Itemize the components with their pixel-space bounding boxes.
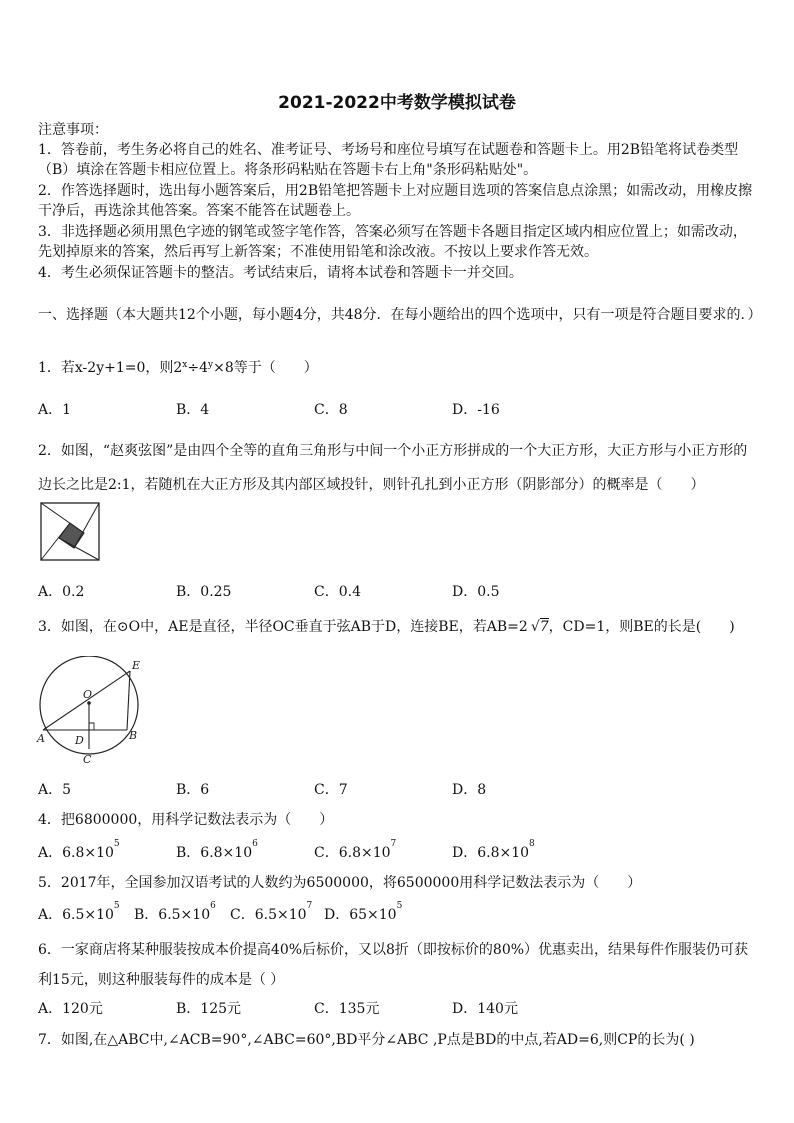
- option-a[interactable]: A．1: [38, 402, 72, 418]
- question-6-stem: 6．一家商店将某种服装按成本价提高40%后标价，又以8折（即按标价的80%）优惠卖出，结果每件作服装仍可获利15元，则这种服装每件的成本是（ ）: [38, 942, 749, 988]
- label-e: E: [132, 659, 141, 672]
- option-a[interactable]: A．120元: [38, 1001, 103, 1017]
- option-c[interactable]: C．135元: [314, 1001, 380, 1017]
- option-c[interactable]: C．$6.5\times 10^7$: [230, 901, 313, 923]
- option-b[interactable]: B．$6.8\times 10^6$: [176, 839, 258, 861]
- page-title: 2021-2022中考数学模拟试卷: [278, 93, 516, 113]
- notice-heading: 注意事项：: [38, 122, 108, 138]
- notice-item-3: 3．非选择题必须用黑色字迹的钢笔或签字笔作答，答案必须写在答题卡各题目指定区域内相应位置上；如需改动，先划掉原来的答案，然后再写上新答案；不准使用铅笔和涂改液。不按以上要求作答无效。: [38, 224, 747, 260]
- notice-item-4: 4．考生必须保证答题卡的整洁。考试结束后，请将本试卷和答题卡一并交回。: [38, 265, 523, 281]
- question-7-stem: 7．如图,在△ABC中,∠ACB=90°,∠ABC=60°,BD平分∠ABC ,P点是BD的中点,若AD=6,则CP的长为( ): [38, 1032, 695, 1048]
- question-1-options: [38, 399, 760, 419]
- option-a[interactable]: A．0.2: [38, 584, 85, 600]
- zhao-shuang-figure: [40, 502, 101, 562]
- option-d[interactable]: D．$65\times 10^5$: [324, 901, 403, 923]
- circle-figure: [34, 656, 146, 768]
- option-b[interactable]: B．$6.5\times 10^6$: [134, 901, 216, 923]
- option-b[interactable]: B．6: [176, 782, 210, 798]
- label-o: O: [83, 688, 93, 701]
- option-a[interactable]: A．$6.5\times 10^5$: [38, 901, 120, 923]
- option-d[interactable]: D．$6.8\times 10^8$: [452, 839, 535, 861]
- question-6-options: [38, 998, 760, 1018]
- sqrt-sign: √: [530, 619, 540, 635]
- notice-item-2: 2．作答选择题时，选出每小题答案后，用2B铅笔把答题卡上对应题目选项的答案信息点涂黑；如需改动，用橡皮擦干净后，再选涂其他答案。答案不能答在试题卷上。: [38, 183, 753, 219]
- question-1-stem: 1．若x-2y+1=0，则$2^x\div 4^y\times 8$等于（ ）: [38, 360, 318, 376]
- question-2-options: [38, 581, 760, 601]
- option-d[interactable]: D．140元: [452, 1001, 518, 1017]
- option-c[interactable]: C．$6.8\times 10^7$: [314, 839, 397, 861]
- option-c[interactable]: C．7: [314, 782, 348, 798]
- question-5-stem: 5．2017年，全国参加汉语考试的人数约为6500000，将6500000用科学记数法表示为（ ）: [38, 875, 642, 891]
- question-3-options: [38, 779, 760, 799]
- option-a[interactable]: A．5: [38, 782, 72, 798]
- option-d[interactable]: D．-16: [452, 402, 500, 418]
- question-2-stem: 2．如图，“赵爽弦图”是由四个全等的直角三角形与中间一个小正方形拼成的一个大正方形，大正方形与小正方形的边长之比是2:1，若随机在大正方形及其内部区域投针，则针孔扎到小正方形（阴影部分）的概率是（ ）: [38, 443, 748, 493]
- option-c[interactable]: C．8: [314, 402, 348, 418]
- label-c: C: [83, 753, 92, 766]
- option-b[interactable]: B．0.25: [176, 584, 232, 600]
- notice-item-1: 1．答卷前，考生务必将自己的姓名、准考证号、考场号和座位号填写在试题卷和答题卡上。用2B铅笔将试卷类型（B）填涂在答题卡相应位置上。将条形码粘贴在答题卡右上角"条形码粘贴处"。: [38, 142, 739, 178]
- label-a: A: [37, 732, 45, 745]
- question-3-stem: 3．如图，在⊙O中，AE是直径，半径OC垂直于弦AB于D，连接BE，若AB=2 √7，CD=1，则BE的长是( ): [38, 619, 735, 635]
- option-b[interactable]: B．125元: [176, 1001, 242, 1017]
- option-b[interactable]: B．4: [176, 402, 210, 418]
- question-4-options: [38, 839, 760, 862]
- option-a[interactable]: A．$6.8\times 10^5$: [38, 839, 120, 861]
- section-heading: 一、选择题（本大题共12个小题，每小题4分，共48分．在每小题给出的四个选项中，只有一项是符合题目要求的．）: [38, 307, 762, 323]
- option-d[interactable]: D．0.5: [452, 584, 500, 600]
- label-b: B: [129, 729, 138, 742]
- sqrt-radicand: 7: [539, 619, 549, 635]
- question-4-stem: 4．把6800000，用科学记数法表示为（ ）: [38, 812, 334, 828]
- option-c[interactable]: C．0.4: [314, 584, 361, 600]
- label-d: D: [75, 734, 84, 747]
- option-d[interactable]: D．8: [452, 782, 487, 798]
- question-5-options: [38, 901, 760, 924]
